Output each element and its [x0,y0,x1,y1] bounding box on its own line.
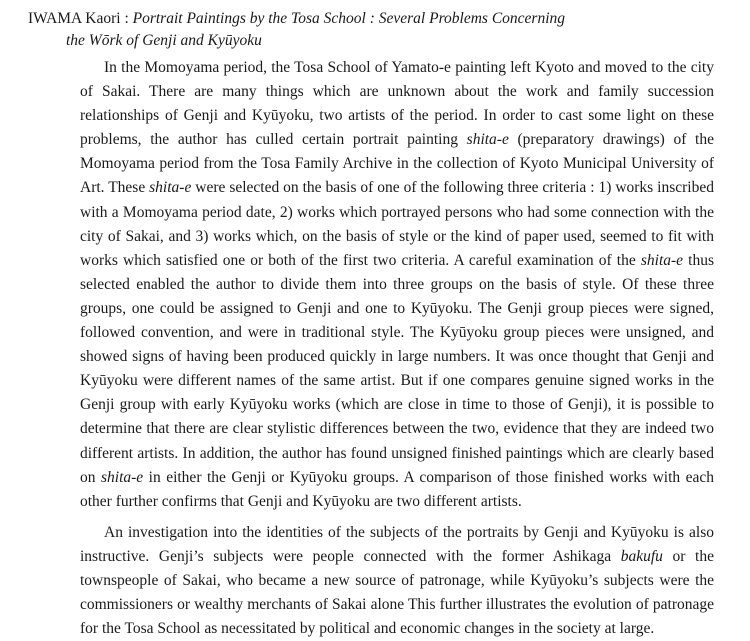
article-header [28,8,688,52]
paragraph-2 [80,521,714,641]
italic-term: shita-e [149,179,192,197]
italic-term: shita-e [640,251,684,269]
text-segment: (preparatory drawings) of the Momoyama period from the Tosa Family Archive in the collection of Kyoto Municipal University of Art. These [80,131,714,197]
italic-term: shita-e [466,131,509,149]
header-separator: : [120,10,133,27]
abstract-body [80,56,714,641]
text-segment: in either the Genji or Kyūyoku groups. A comparison of those finished works with each other further confirms that Genji and Kyūyoku are two different artists. [80,468,714,510]
text-segment: thus selected enabled the author to divide them into three groups on the basis of style. Of these three groups, one could be assigned to Genji and one to Kyūyoku. The Genji group pieces were signed, followed convention, and were in traditional style. The Kyūyoku group pieces were unsigned, and showed signs of having been produced quickly in large numbers. It was once thought that Genji and Kyūyoku were different names of the same artist. But if one compares genuine signed works in the Genji group with early Kyūyoku works (which are close in time to those of Genji), it is possible to determine that there are clear stylistic differences between the two, evidence that they are indeed two different artists. In addition, the author has found unsigned finished paintings which are clearly based on [80,251,714,486]
italic-term: shita-e [100,468,144,486]
text-segment: were selected on the basis of one of the following three criteria : 1) works inscribed with a Momoyama period date, 2) works which portrayed persons who had some connection with the city of Sakai, and 3) works which, on the basis of style or the kind of paper used, seemed to fit with works which satisfied one or both of the first two criteria. A careful examination of the [80,179,714,269]
text-segment: or the townspeople of Sakai, who became a new source of patronage, while Kyūyoku’s subjects were the commissioners or wealthy merchants of Sakai alone This further illustrates the evolution of patronage for the Tosa School as necessitated by political and economic changes in the society at large. [80,547,714,638]
italic-term: bakufu [620,547,663,565]
article-title-line-2: the Wōrk of Genji and Kyūyoku [66,32,262,49]
paragraph-1 [80,56,714,514]
article-title-line-1: Portrait Paintings by the Tosa School : Several Problems Concerning [132,10,566,27]
author-name: IWAMA Kaori [28,10,121,27]
text-segment: An investigation into the identities of the subjects of the portraits by Genji and Kyūyoku is also instructive. Genji’s subjects were people connected with the former Ashikaga [80,523,714,565]
text-segment: In the Momoyama period, the Tosa School of Yamato-e painting left Kyoto and moved to the city of Sakai. There are many things which are unknown about the work and family succession relationships of Genji and Kyūyoku, two artists of the period. In order to cast some light on these problems, the author has culled certain portrait painting [80,59,714,149]
